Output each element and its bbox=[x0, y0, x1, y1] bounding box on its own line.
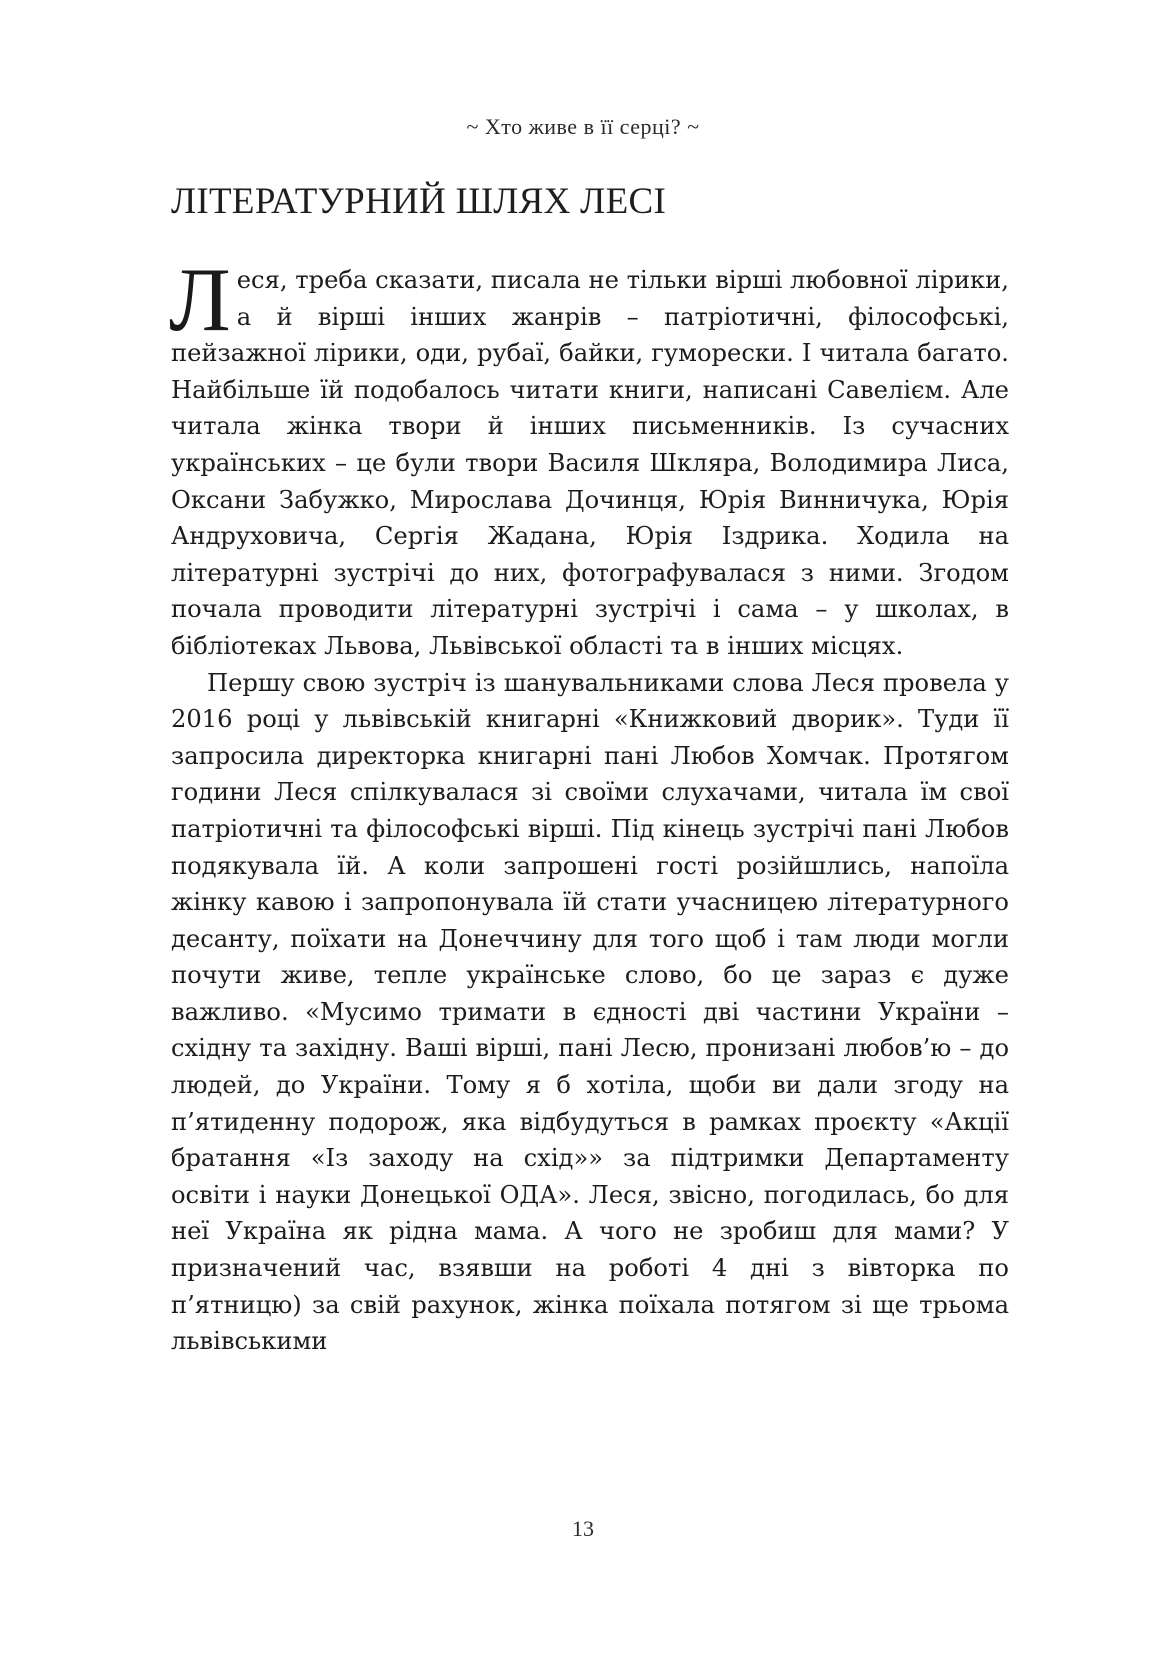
paragraph-1 bbox=[169, 249, 1009, 665]
chapter-title: ЛІТЕРАТУРНИЙ ШЛЯХ ЛЕСІ bbox=[171, 181, 667, 222]
paragraph-2: Першу свою зустріч із шанувальниками слова Леся провела у 2016 році у львівській книгарні «Книжковий дворик». Туди її запросила директорка книгарні пані Любов Хомчак. Протягом години Леся спілкувалася зі своїми слухачами, читала їм свої патріотичні та філософські вірші. Під кінець зустрічі пані Любов подякувала їй. А коли запрошені гості розійшлись, напоїла жінку кавою і запропонувала їй стати учасницею літературного десанту, поїхати на Донеччину для того щоб і там люди могли почути живе, тепле українське слово, бо це зараз є дуже важливо. «Мусимо тримати в єдності дві частини України – східну та західну. Ваші вірші, пані Лесю, пронизані любов’ю – до людей, до України. Тому я б хотіла, щоби ви дали згоду на п’ятиденну подорож, яка відбудуться в рамках проєкту «Акції братання «Із заходу на схід»» за підтримки Департаменту освіти і науки Донецької ОДА». Леся, звісно, погодилась, бо для неї Україна як рідна мама. А чого не зробиш для мами? У призначений час, взявши на роботі 4 дні з вівторка по п’ятницю) за свій рахунок, жінка поїхала потягом зі ще трьома львівськими bbox=[171, 668, 1009, 1356]
paragraph-1-text: еся, треба сказати, писала не тільки вірші любовної лірики, а й вірші інших жанрів – патріотичні, філософські, пейзажної лірики, оди, рубаї, байки, гуморески. І читала багато. Найбільше їй подобалось читати книги, написані Савелієм. Але читала жінка твори й інших письменників. Із сучасних українських – це були твори Василя Шкляра, Володимира Лиса, Оксани Забужко, Мирослава Дочинця, Юрія Винничука, Юрія Андруховича, Сергія Жадана, Юрія Іздрика. Ходила на літературні зустрічі до них, фотографувалася з ними. Згодом почала проводити літературні зустрічі і сама – у школах, в бібліотеках Львова, Львівської області та в інших місцях. bbox=[171, 266, 1009, 660]
running-head: ~ Хто живе в її серці? ~ bbox=[466, 114, 700, 139]
page-number: 13 bbox=[572, 1516, 594, 1541]
drop-cap: Л bbox=[169, 249, 231, 350]
body-text bbox=[169, 249, 1009, 1360]
